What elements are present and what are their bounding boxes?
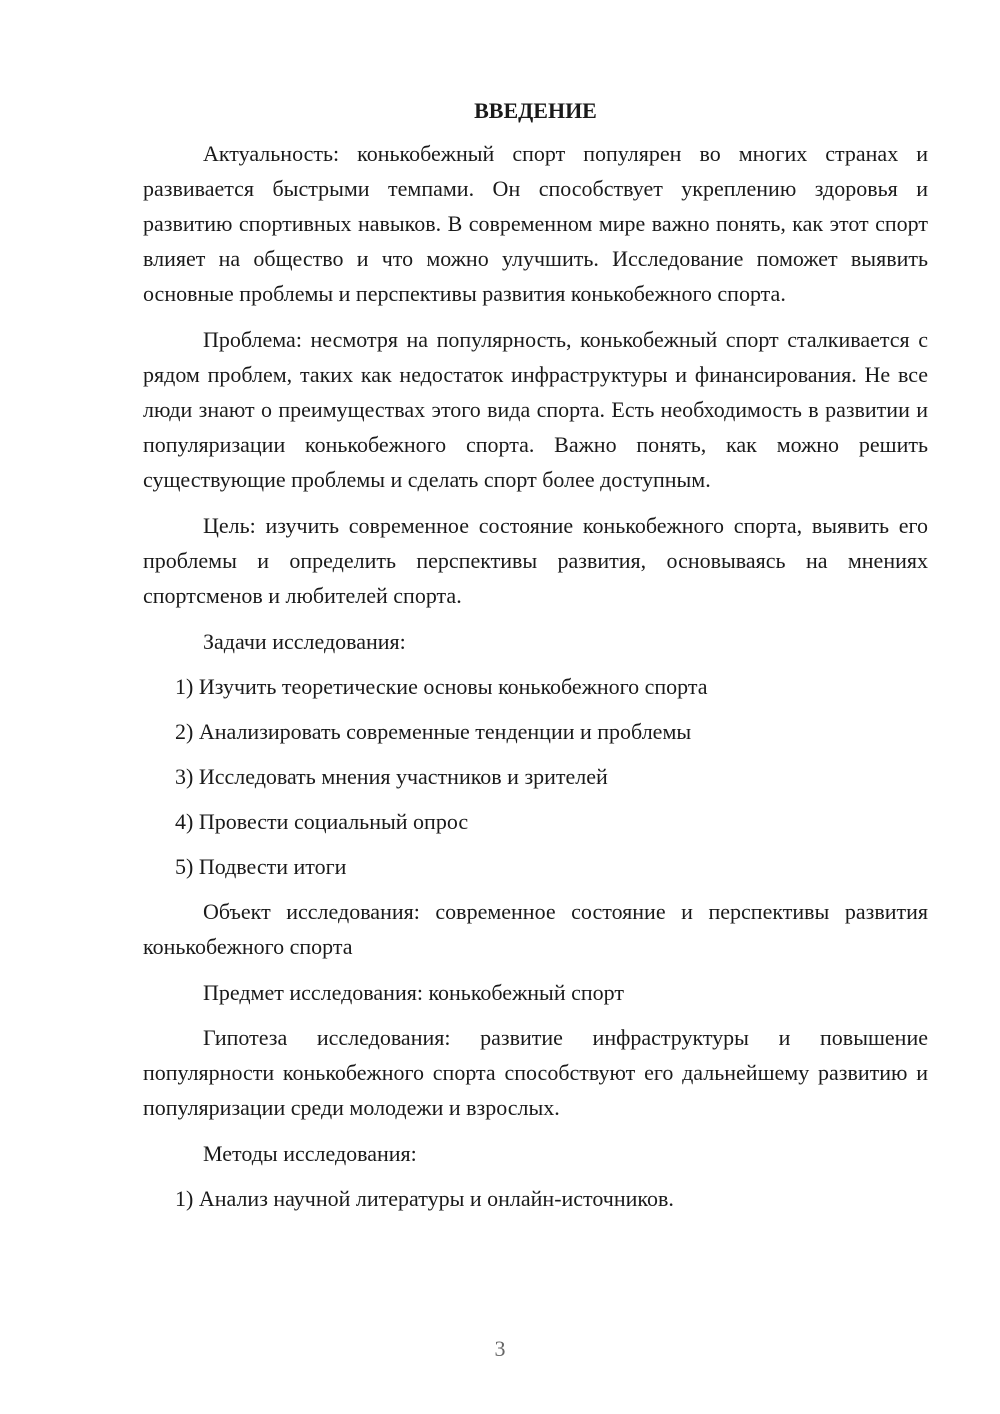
task-item: 2) Анализировать современные тенденции и проблемы [175, 719, 692, 744]
method-item: 1) Анализ научной литературы и онлайн-источников. [175, 1186, 674, 1211]
paragraph-object: Объект исследования: современное состояние и перспективы развития конькобежного спорта [143, 899, 928, 959]
tasks-heading: Задачи исследования: [203, 629, 406, 654]
paragraph-subject: Предмет исследования: конькобежный спорт [203, 980, 624, 1005]
page-number: 3 [494, 1336, 506, 1361]
task-item: 4) Провести социальный опрос [175, 809, 469, 834]
paragraph-relevance: Актуальность: конькобежный спорт популярен во многих странах и развивается быстрыми темпами. Он способствует укреплению здоровья и развитию спортивных навыков. В современном мире важно понять, как этот спорт влияет на общество и что можно улучшить. Исследование поможет выявить основные проблемы и перспективы развития конькобежного спорта. [143, 141, 928, 306]
page-title: ВВЕДЕНИЕ [474, 98, 597, 123]
paragraph-hypothesis: Гипотеза исследования: развитие инфраструктуры и повышение популярности конькобежного спорта способствуют его дальнейшему развитию и популяризации среди молодежи и взрослых. [143, 1025, 928, 1120]
paragraph-goal: Цель: изучить современное состояние конькобежного спорта, выявить его проблемы и определить перспективы развития, основываясь на мнениях спортсменов и любителей спорта. [143, 513, 928, 608]
paragraph-problem: Проблема: несмотря на популярность, конькобежный спорт сталкивается с рядом проблем, таких как недостаток инфраструктуры и финансирования. Не все люди знают о преимуществах этого вида спорта. Есть необходимость в развитии и популяризации конькобежного спорта. Важно понять, как можно решить существующие проблемы и сделать спорт более доступным. [143, 327, 928, 492]
page-content [143, 96, 928, 1226]
task-item: 3) Исследовать мнения участников и зрителей [175, 764, 608, 789]
methods-heading: Методы исследования: [203, 1141, 417, 1166]
task-item: 5) Подвести итоги [175, 854, 347, 879]
task-item: 1) Изучить теоретические основы конькобежного спорта [175, 674, 708, 699]
